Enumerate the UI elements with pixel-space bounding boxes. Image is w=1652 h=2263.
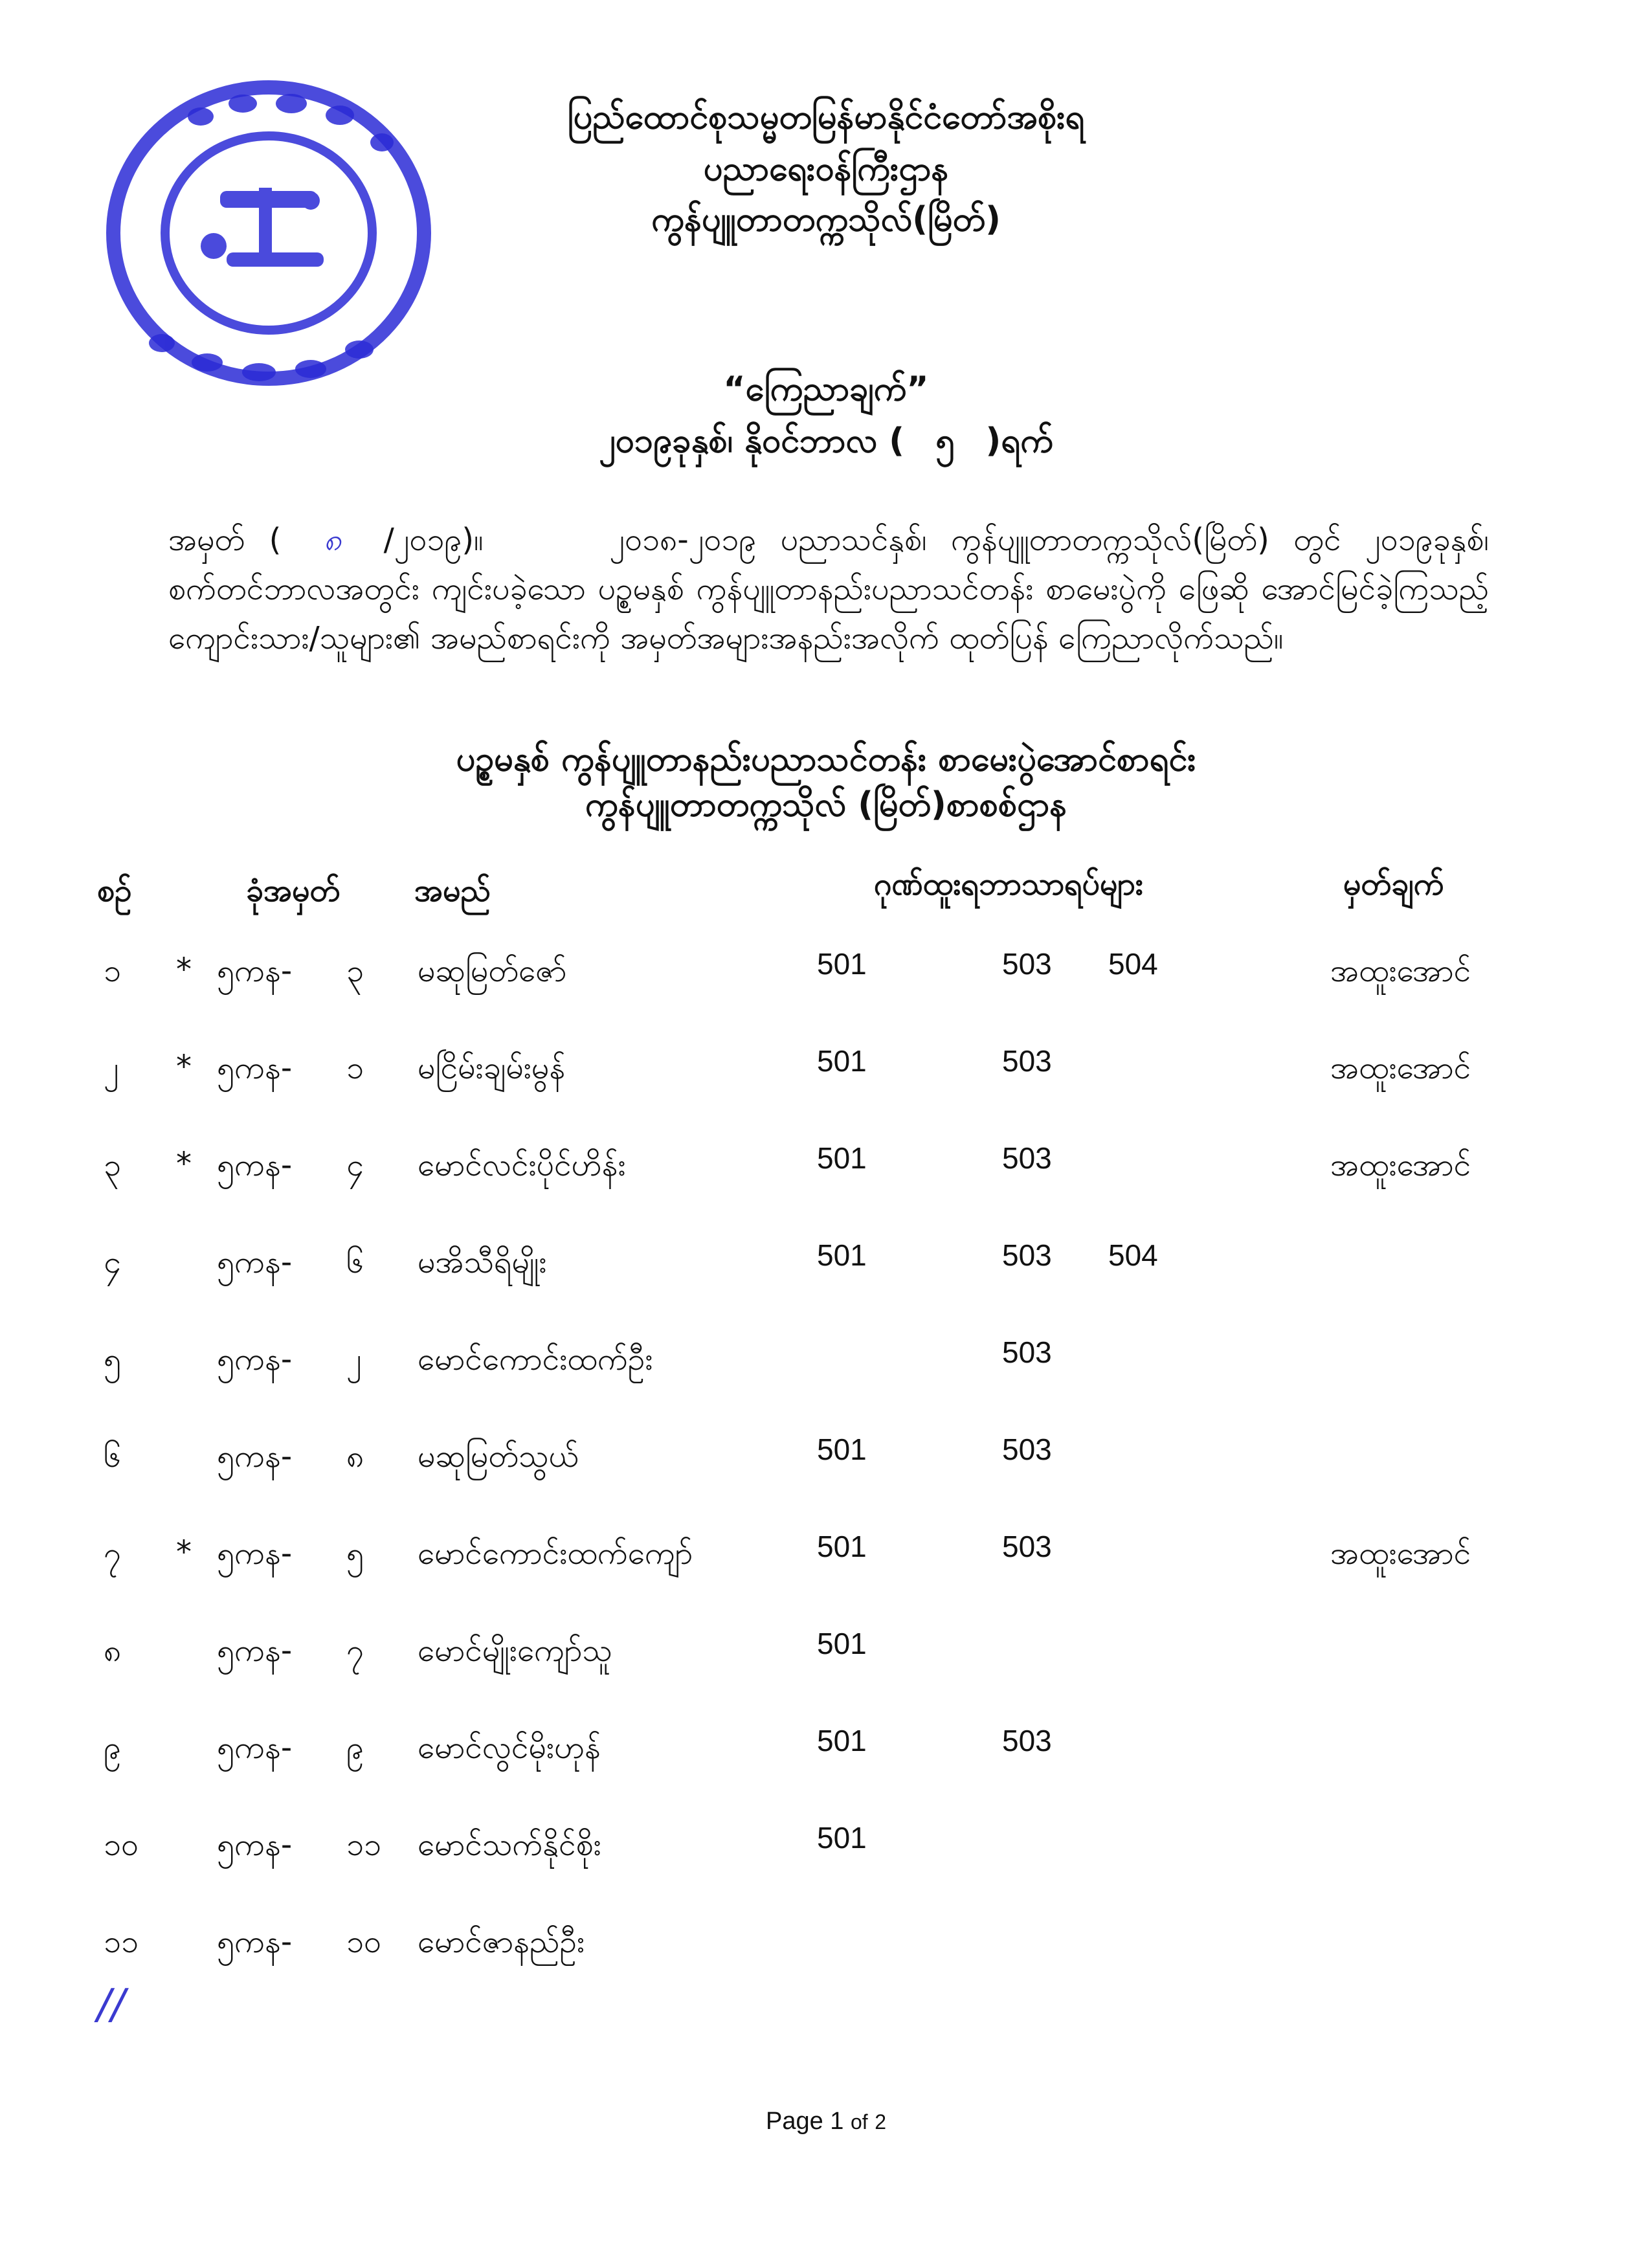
cell-star: * <box>176 952 192 988</box>
cell-roll-no: ၆ <box>346 1244 364 1280</box>
ministry-name: ပညာရေးဝန်ကြီးဌာန <box>703 150 949 188</box>
cell-roll-no: ၅ <box>346 1535 364 1572</box>
cell-roll-no: ၈ <box>346 1438 364 1475</box>
cell-roll-no: ၇ <box>346 1633 364 1669</box>
cell-roll-prefix: ၅ကန- <box>217 1924 293 1960</box>
col-distinctions-header: ဂုဏ်ထူးရဘာသာရပ်များ <box>874 866 1143 902</box>
cell-roll-no: ၁၁ <box>346 1827 381 1863</box>
cell-roll-prefix: ၅ကန- <box>217 1050 293 1086</box>
cell-roll-prefix: ၅ကန- <box>217 953 293 989</box>
col-remark-header: မှတ်ချက် <box>1343 866 1444 902</box>
cell-roll-prefix: ၅ကန- <box>217 1438 293 1475</box>
cell-roll-prefix: ၅ကန- <box>217 1244 293 1280</box>
cell-name: မောင်ကောင်းထက်ကျော် <box>418 1535 693 1572</box>
announcement-date <box>0 419 1652 469</box>
cell-no: ၆ <box>104 1438 121 1475</box>
cell-roll-prefix: ၅ကန- <box>217 1535 293 1572</box>
page-footer <box>0 2108 1652 2135</box>
cell-d3: 504 <box>1108 1238 1158 1272</box>
handwritten-mark: // <box>97 1981 126 2029</box>
cell-name: မောင်သက်နိုင်စိုး <box>418 1827 601 1863</box>
cell-no: ၁၁ <box>104 1924 139 1960</box>
page-total: 2 <box>875 2110 887 2134</box>
cell-star: * <box>176 1146 192 1182</box>
cell-d3: 504 <box>1108 947 1158 981</box>
cell-roll-prefix: ၅ကန- <box>217 1341 293 1377</box>
government-name: ပြည်ထောင်စုသမ္မတမြန်မာနိုင်ငံတော်အစိုးရ <box>567 98 1085 137</box>
reference-paragraph <box>168 515 1489 663</box>
list-subtitle: ကွန်ပျူတာတက္ကသိုလ် (မြိတ်)စာစစ်ဌာန <box>585 785 1067 824</box>
reference-prefix: အမှတ် ( <box>168 522 282 558</box>
cell-roll-no: ၁၀ <box>346 1924 381 1960</box>
cell-d1: 501 <box>817 1141 867 1175</box>
cell-name: မောင်ဇာနည်ဦး <box>418 1924 585 1960</box>
cell-remark: အထူးအောင် <box>1330 1147 1471 1183</box>
date-prefix: ၂၀၁၉ခုနှစ်၊ နိုဝင်ဘာလ ( <box>599 421 904 460</box>
date-day: ၅ <box>935 421 955 460</box>
page-of-label: of <box>850 2110 868 2134</box>
cell-roll-prefix: ၅ကန- <box>217 1147 293 1183</box>
page-number: 1 <box>830 2108 844 2135</box>
cell-no: ၂ <box>104 1050 119 1086</box>
cell-name: မဆုမြတ်သွယ် <box>418 1438 579 1475</box>
cell-roll-prefix: ၅ကန- <box>217 1827 293 1863</box>
cell-roll-no: ၄ <box>346 1147 364 1183</box>
cell-d2: 503 <box>1002 1238 1052 1272</box>
cell-d1: 501 <box>817 1627 867 1660</box>
cell-no: ၁ <box>104 953 121 989</box>
cell-d2: 503 <box>1002 1530 1052 1563</box>
cell-d1: 501 <box>817 1432 867 1466</box>
cell-d2: 503 <box>1002 947 1052 981</box>
cell-d2: 503 <box>1002 1724 1052 1757</box>
cell-name: မောင်လင်းပိုင်ဟိန်း <box>418 1147 626 1183</box>
cell-no: ၄ <box>104 1244 121 1280</box>
cell-d1: 501 <box>817 1530 867 1563</box>
cell-roll-no: ၁ <box>346 1050 364 1086</box>
cell-no: ၅ <box>104 1341 121 1377</box>
cell-no: ၇ <box>104 1535 121 1572</box>
cell-roll-no: ၂ <box>346 1341 362 1377</box>
cell-star: * <box>176 1534 192 1570</box>
col-name-header: အမည် <box>414 873 491 909</box>
cell-d1: 501 <box>817 947 867 981</box>
col-no-header: စဉ် <box>97 873 132 909</box>
reference-body: ၂၀၁၈-၂၀၁၉ ပညာသင်နှစ်၊ ကွန်ပျူတာတက္ကသိုလ်(မြိတ်) တွင် ၂၀၁၉ခုနှစ်၊ စက်တင်ဘာလအတွင်း ကျင်းပခဲ့သော ပဉ္စမနှစ် ကွန်ပျူတာနည်းပညာသင်တန်း စာမေးပွဲကို ဖြေဆို အောင်မြင်ခဲ့ကြသည့် ကျောင်းသား/သူများ၏ အမည်စာရင်းကို အမှတ်အများအနည်းအလိုက် ထုတ်ပြန် ကြေညာလိုက်သည်။ <box>168 522 1490 656</box>
cell-d1: 501 <box>817 1044 867 1078</box>
cell-remark: အထူးအောင် <box>1330 1050 1471 1086</box>
cell-name: မအိသီရိမျိုး <box>418 1244 547 1280</box>
date-suffix: )ရက် <box>985 421 1053 460</box>
cell-no: ၁၀ <box>104 1827 139 1863</box>
cell-star: * <box>176 1049 192 1085</box>
cell-d1: 501 <box>817 1821 867 1855</box>
cell-d1: 501 <box>817 1724 867 1757</box>
cell-name: မောင်ကောင်းထက်ဦး <box>418 1341 653 1377</box>
cell-d2: 503 <box>1002 1432 1052 1466</box>
cell-roll-no: ၃ <box>346 953 364 989</box>
reference-suffix: /၂၀၁၉)။ <box>383 522 484 558</box>
cell-roll-prefix: ၅ကန- <box>217 1633 293 1669</box>
cell-d1: 501 <box>817 1238 867 1272</box>
cell-roll-prefix: ၅ကန- <box>217 1730 293 1766</box>
cell-name: မငြိမ်းချမ်းမွန် <box>418 1050 566 1086</box>
cell-remark: အထူးအောင် <box>1330 1535 1471 1572</box>
page-label: Page <box>765 2108 823 2135</box>
cell-name: မဆုမြတ်ဇော် <box>418 953 567 989</box>
list-title: ပဉ္စမနှစ် ကွန်ပျူတာနည်းပညာသင်တန်း စာမေးပွဲအောင်စာရင်း <box>456 740 1196 779</box>
cell-roll-no: ၉ <box>346 1730 364 1766</box>
cell-d2: 503 <box>1002 1044 1052 1078</box>
cell-name: မောင်မျိုးကျော်သူ <box>418 1633 612 1669</box>
announcement-title: “ကြေညာချက်” <box>723 370 929 408</box>
cell-d2: 503 <box>1002 1141 1052 1175</box>
reference-handwritten-number: ၈ <box>323 522 342 558</box>
col-roll-header: ခုံအမှတ် <box>246 873 340 909</box>
cell-remark: အထူးအောင် <box>1330 953 1471 989</box>
university-name: ကွန်ပျူတာတက္ကသိုလ်(မြိတ်) <box>651 200 1001 239</box>
cell-no: ၃ <box>104 1147 121 1183</box>
cell-name: မောင်လွင်မိုးဟုန် <box>418 1730 601 1766</box>
cell-no: ၉ <box>104 1730 121 1766</box>
cell-d2: 503 <box>1002 1335 1052 1369</box>
cell-no: ၈ <box>104 1633 122 1669</box>
